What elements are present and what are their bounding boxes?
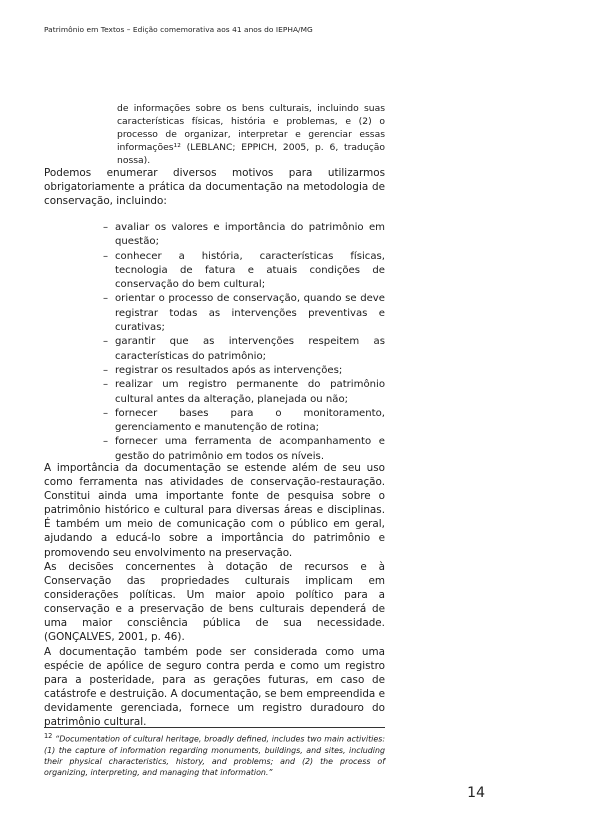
footnote-text: “Documentation of cultural heritage, broadly defined, includes two main activities: (1) the capture of information regarding monuments, buildings, and sites, including their physical characteristics, history, and problems; and (2) the process of organizing, interpreting, and managing that information.” bbox=[44, 734, 385, 778]
list-dash: – bbox=[103, 407, 109, 419]
list-item-text: orientar o processo de conservação, quando se deve registrar todas as intervenções preventivas e curativas; bbox=[115, 293, 385, 334]
paragraph-decisions: As decisões concernentes à dotação de recursos e à Conservação das propriedades culturais implicam em considerações políticas. Um maior apoio político para a conservação e a preservação de bens culturais dependerá de uma maior consciência pública de sua necessidade. (GONÇALVES, 2001, p. 46). bbox=[44, 561, 385, 644]
list-item-text: fornecer bases para o monitoramento, gerenciamento e manutenção de rotina; bbox=[115, 407, 385, 434]
list-item-text: garantir que as intervenções respeitem as características do patrimônio; bbox=[115, 336, 385, 362]
list-item bbox=[103, 221, 385, 250]
list-item-text: registrar os resultados após as intervenções; bbox=[115, 364, 343, 376]
footnote-divider bbox=[44, 727, 385, 728]
list-item-text: conhecer a história, características físicas, tecnologia de fatura e atuais condições de conservação do bem cultural; bbox=[115, 250, 385, 291]
list-item bbox=[103, 292, 385, 335]
page-number: 14 bbox=[467, 785, 485, 801]
list-dash: – bbox=[103, 222, 109, 233]
list-item bbox=[103, 407, 385, 436]
running-header: Patrimônio em Textos – Edição comemorativa aos 41 anos do IEPHA/MG bbox=[44, 25, 313, 34]
motives-list bbox=[103, 221, 385, 464]
list-item bbox=[103, 378, 385, 407]
list-item bbox=[103, 250, 385, 293]
paragraph-importance: A importância da documentação se estende além de seu uso como ferramenta nas atividades de conservação-restauração. Constitui ainda uma importante fonte de pesquisa sobre o patrimônio histórico e cultural para diversas áreas e disciplinas. É também um meio de comunicação com o público em geral, ajudando a educá-lo sobre a importância do patrimônio e promovendo seu envolvimento na preservação. bbox=[44, 462, 385, 559]
list-dash: – bbox=[103, 336, 109, 348]
footnote-number: 12 bbox=[44, 732, 53, 740]
list-item bbox=[103, 364, 385, 378]
list-item bbox=[103, 435, 385, 464]
list-item-text: avaliar os valores e importância do patrimônio em questão; bbox=[115, 222, 385, 248]
footnote bbox=[44, 731, 385, 778]
block-quote: de informações sobre os bens culturais, incluindo suas características físicas, história e problemas, e (2) o processo de organizar, interpretar e gerenciar essas informações¹² (LEBLANC; EPPICH, 2005, p. 6, tradução nossa). bbox=[117, 103, 385, 167]
list-dash: – bbox=[103, 364, 109, 376]
list-dash: – bbox=[103, 379, 109, 391]
paragraph-insurance: A documentação também pode ser considerada como uma espécie de apólice de seguro contra perda e como um registro para a posteridade, para as gerações futuras, em caso de catástrofe e destruição. A documentação, se bem empreendida e devidamente gerenciada, fornece um registro duradouro do patrimônio cultural. bbox=[44, 646, 385, 729]
intro-paragraph: Podemos enumerar diversos motivos para utilizarmos obrigatoriamente a prática da documentação na metodologia de conservação, incluindo: bbox=[44, 167, 385, 208]
list-dash: – bbox=[103, 250, 109, 262]
list-item bbox=[103, 335, 385, 364]
list-item-text: realizar um registro permanente do patrimônio cultural antes da alteração, planejada ou não; bbox=[115, 379, 385, 405]
list-dash: – bbox=[103, 293, 109, 305]
list-dash: – bbox=[103, 436, 109, 448]
list-item-text: fornecer uma ferramenta de acompanhamento e gestão do patrimônio em todos os níveis. bbox=[115, 436, 385, 462]
